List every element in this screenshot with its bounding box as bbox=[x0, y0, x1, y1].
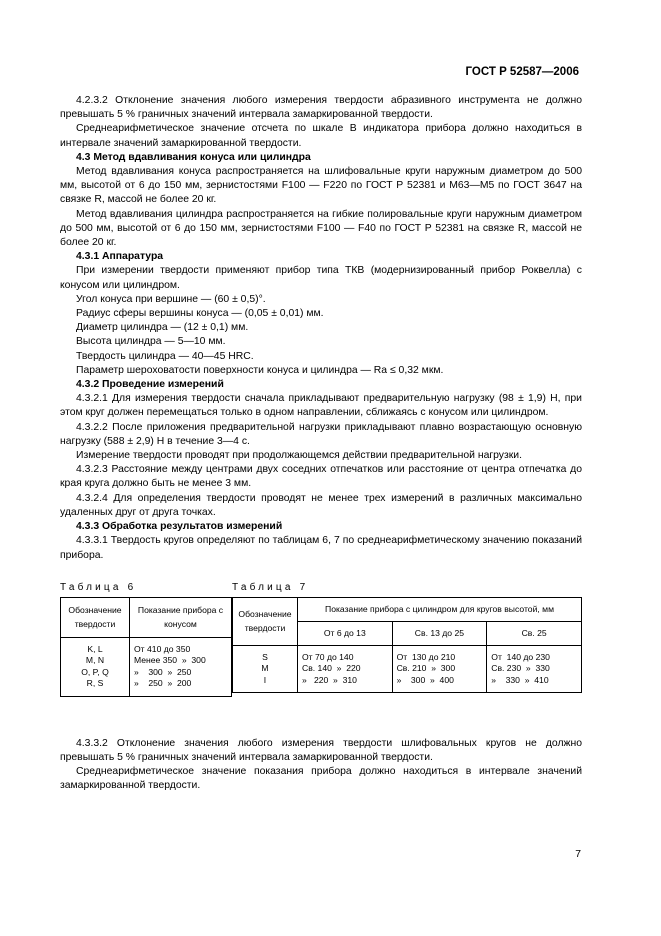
paragraph: 4.3.2.4 Для определения твердости проводят не менее трех измерений в различных максимально удаленных друг от друга точках. bbox=[60, 492, 582, 518]
table-cell-line: От 140 до 230 bbox=[491, 651, 550, 662]
table-7-subheader-2: Св. 13 до 25 bbox=[392, 621, 487, 645]
section-heading: 4.3.3 Обработка результатов измерений bbox=[76, 521, 283, 533]
table-6-header-reading: Показание прибора с конусом bbox=[130, 597, 232, 637]
paragraph: Среднеарифметическое значение показания прибора должно находиться в интервале значений замаркированной твердости. bbox=[60, 766, 582, 792]
document-header: ГОСТ Р 52587—2006 bbox=[465, 66, 579, 78]
table-6-readings bbox=[130, 637, 232, 696]
table-cell-line: » 250 » 200 bbox=[134, 678, 192, 689]
table-7 bbox=[232, 597, 582, 694]
paragraph: 4.3.3.1 Твердость кругов определяют по таблицам 6, 7 по среднеарифметическому значению показаний прибора. bbox=[60, 535, 582, 561]
paragraph: Высота цилиндра — 5—10 мм. bbox=[76, 336, 226, 348]
table-cell-line: I bbox=[263, 674, 267, 685]
paragraph: 4.3.2.3 Расстояние между центрами двух соседних отпечатков или расстояние от центра отпечатка до края круга должно быть не менее 3 мм. bbox=[60, 464, 582, 490]
table-6 bbox=[60, 597, 232, 697]
table-cell-line: Менее 350 » 300 bbox=[134, 655, 206, 666]
paragraph: При измерении твердости применяют прибор типа ТКВ (модернизированный прибор Роквелла) с конусом или цилиндром. bbox=[60, 265, 582, 291]
table-7-subheader-1: От 6 до 13 bbox=[298, 621, 393, 645]
table-7-header-group: Показание прибора с цилиндром для кругов высотой, мм bbox=[298, 597, 582, 621]
table-cell-line: Св. 230 » 330 bbox=[491, 663, 550, 674]
paragraph: Метод вдавливания цилиндра распространяется на гибкие полировальные круги наружным диаметром до 500 мм, высотой от 6 до 150 мм, зернистостями F100 — F40 по ГОСТ Р 52381 на связке R, массой не более 20 кг. bbox=[60, 208, 582, 249]
table-6-designations bbox=[61, 637, 130, 696]
paragraph: 4.2.3.2 Отклонение значения любого измерения твердости абразивного инструмента не должно превышать 5 % граничных значений интервала замаркированной твердости. bbox=[60, 95, 582, 121]
paragraph: Среднеарифметическое значение отсчета по шкале В индикатора прибора должно находиться в интервале значений замаркированной твердости. bbox=[60, 123, 582, 149]
document-body bbox=[60, 94, 582, 794]
paragraph: 4.3.3.2 Отклонение значения любого измерения твердости шлифовальных кругов не должно превышать 5 % граничных значений интервала замаркированной твердости. bbox=[60, 737, 582, 763]
section-heading: 4.3.2 Проведение измерений bbox=[76, 379, 224, 391]
table-cell-line: M, N bbox=[85, 655, 105, 666]
table-cell-line: » 330 » 410 bbox=[491, 674, 549, 685]
table-cell-line: S bbox=[262, 651, 268, 662]
table-cell-line: » 220 » 310 bbox=[302, 674, 357, 685]
table-cell-line: » 300 » 400 bbox=[396, 674, 454, 685]
table-6-caption: Таблица 6 bbox=[60, 581, 137, 593]
paragraph: Диаметр цилиндра — (12 ± 0,1) мм. bbox=[76, 322, 249, 334]
paragraph: Параметр шероховатости поверхности конуса и цилиндра — Ra ≤ 0,32 мкм. bbox=[76, 364, 444, 376]
paragraph: 4.3.2.2 После приложения предварительной нагрузки прикладывают плавно возрастающую основную нагрузку (588 ± 2,9) Н в течение 3—4 с. bbox=[60, 421, 582, 447]
table-6-header-designation: Обозначение твердости bbox=[61, 597, 130, 637]
section-heading: 4.3 Метод вдавливания конуса или цилиндра bbox=[76, 151, 311, 163]
tables-area bbox=[60, 581, 582, 721]
table-7-col-25 bbox=[487, 645, 582, 693]
paragraph: Метод вдавливания конуса распространяется на шлифовальные круги наружным диаметром до 500 мм, высотой от 6 до 150 мм, зернистостями F100 — F220 по ГОСТ Р 52381 и М63—М5 по ГОСТ 3647 на связке R, массой не более 20 кг. bbox=[60, 166, 582, 206]
section-heading: 4.3.1 Аппаратура bbox=[76, 251, 164, 263]
table-7-header-designation: Обозначение твердости bbox=[233, 597, 298, 645]
table-7-col-6-13 bbox=[298, 645, 393, 693]
table-7-designations bbox=[233, 645, 298, 693]
paragraph: Угол конуса при вершине — (60 ± 0,5)°. bbox=[76, 293, 266, 305]
table-cell-line: M bbox=[261, 663, 269, 674]
table-cell-line: От 70 до 140 bbox=[302, 651, 354, 662]
paragraph: 4.3.2.1 Для измерения твердости сначала прикладывают предварительную нагрузку (98 ± 1,9) Н, при этом круг должен перемещаться только в одном направлении, сближаясь с конусом или цилиндром. bbox=[60, 393, 582, 419]
paragraph: Измерение твердости проводят при продолжающемся действии предварительной нагрузки. bbox=[76, 450, 522, 462]
paragraph: Радиус сферы вершины конуса — (0,05 ± 0,01) мм. bbox=[76, 308, 324, 320]
table-cell-line: Св. 140 » 220 bbox=[302, 663, 361, 674]
table-cell-line: » 300 » 250 bbox=[134, 666, 192, 677]
table-cell-line: От 410 до 350 bbox=[134, 643, 191, 654]
table-cell-line: Св. 210 » 300 bbox=[396, 663, 456, 674]
table-7-col-13-25 bbox=[392, 645, 487, 693]
table-7-subheader-3: Св. 25 bbox=[487, 621, 582, 645]
bottom-paragraphs bbox=[60, 737, 582, 794]
top-paragraphs bbox=[60, 94, 582, 563]
table-cell-line: O, P, Q bbox=[81, 666, 109, 677]
table-cell-line: K, L bbox=[87, 643, 103, 654]
table-cell-line: От 130 до 210 bbox=[396, 651, 456, 662]
table-7-caption: Таблица 7 bbox=[232, 581, 309, 593]
page-number: 7 bbox=[575, 849, 581, 860]
table-cell-line: R, S bbox=[86, 678, 104, 689]
paragraph: Твердость цилиндра — 40—45 HRC. bbox=[76, 350, 254, 362]
